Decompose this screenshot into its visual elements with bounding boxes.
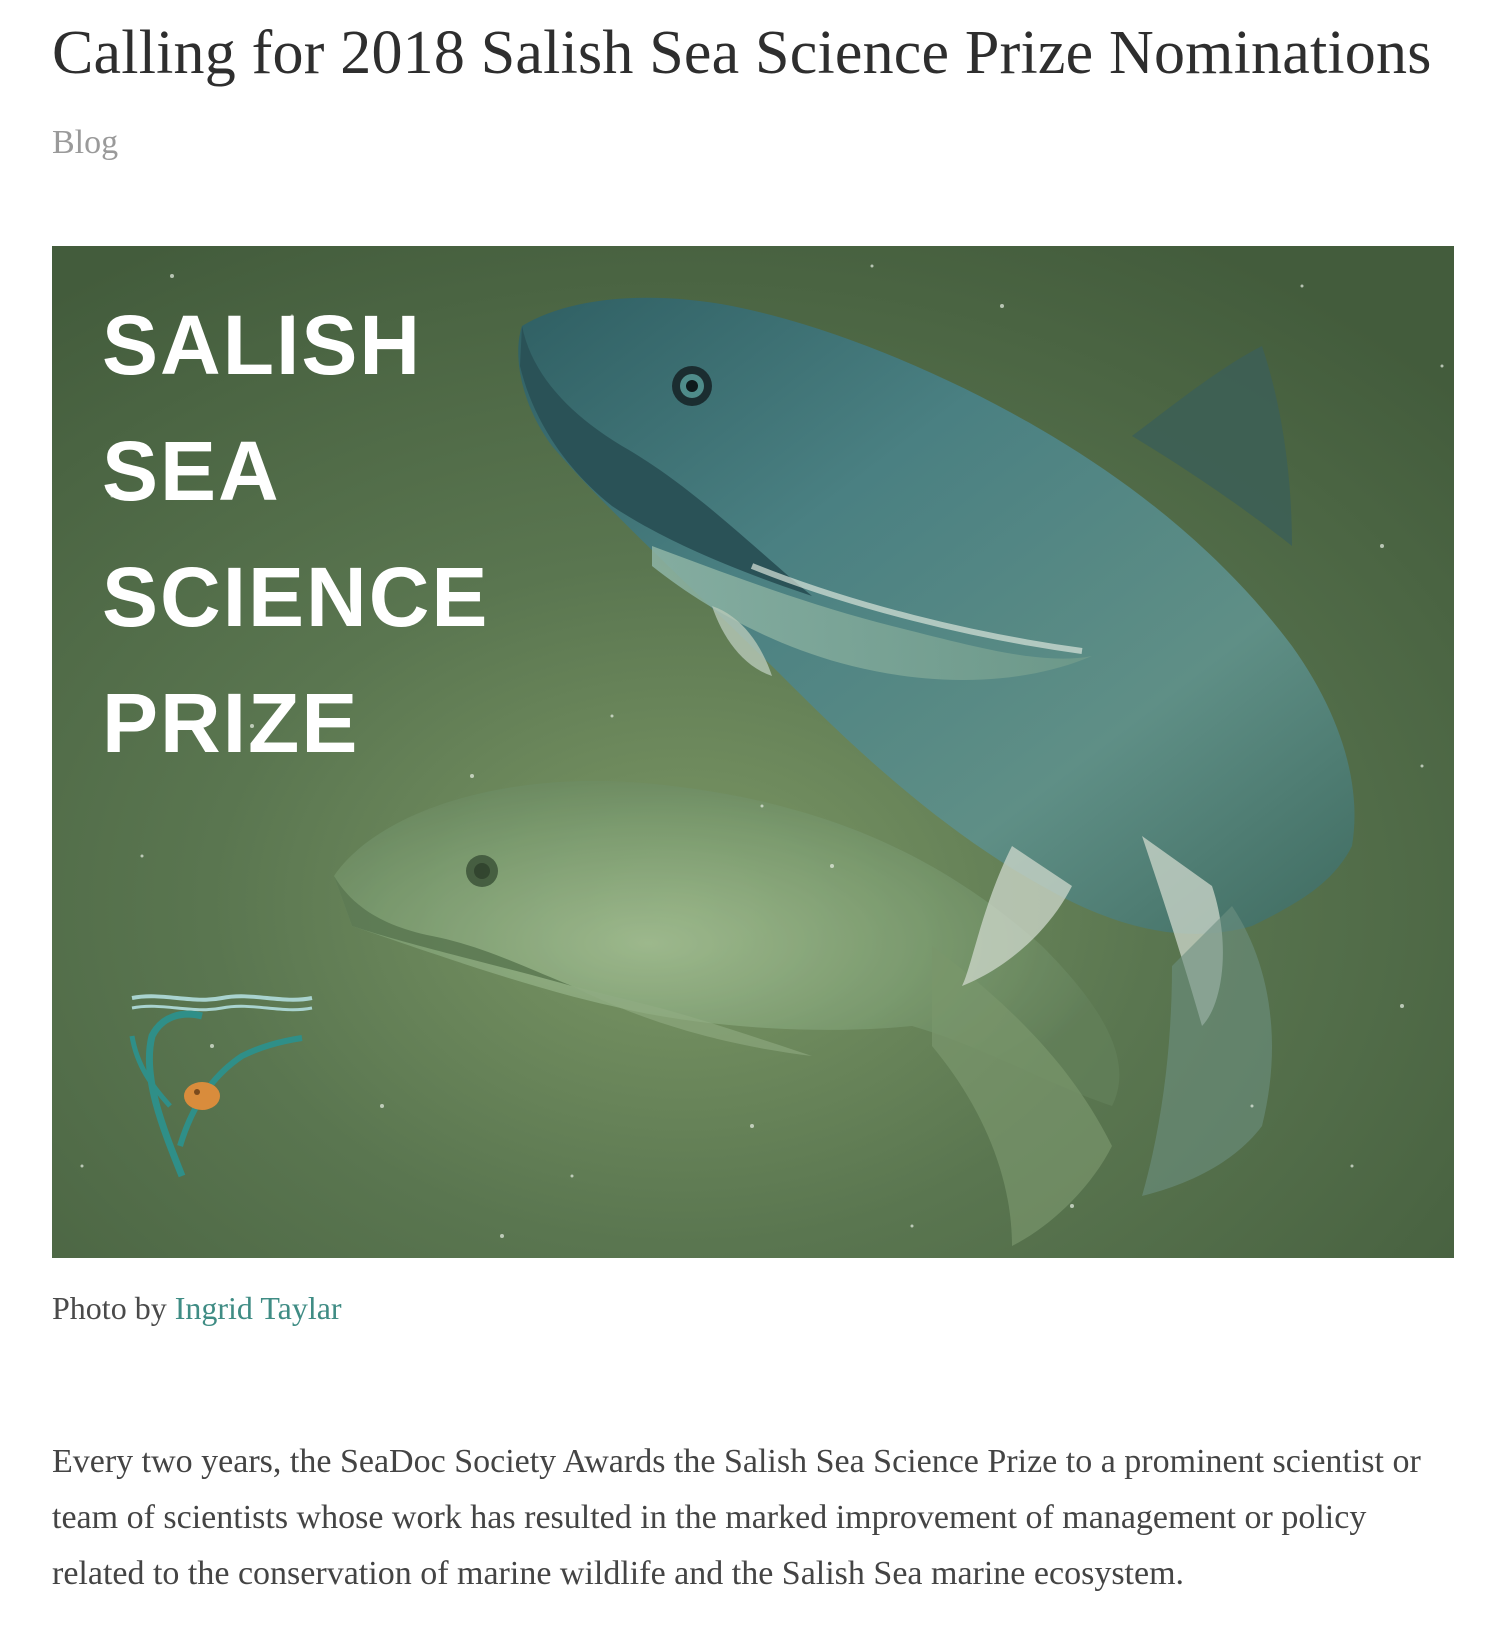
hero-headline-line: SEA [102,424,281,518]
caption-prefix: Photo by [52,1290,167,1326]
hero-headline-line: SCIENCE [102,550,490,644]
hero-headline [102,282,489,786]
hero-headline-line: PRIZE [102,676,360,770]
photo-credit-link[interactable]: Ingrid Taylar [174,1290,342,1326]
photo-caption [52,1290,342,1327]
page-title: Calling for 2018 Salish Sea Science Prize Nominations [52,19,1432,87]
category-link-blog[interactable]: Blog [52,124,119,161]
article-paragraph: Every two years, the SeaDoc Society Awards the Salish Sea Science Prize to a prominent scientist or team of scientists whose work has resulted in the marked improvement of management or policy related to the conservation of marine wildlife and the Salish Sea marine ecosystem. [52,1443,1421,1592]
hero-headline-line: SALISH [102,298,423,392]
hero-image [52,246,1454,1258]
